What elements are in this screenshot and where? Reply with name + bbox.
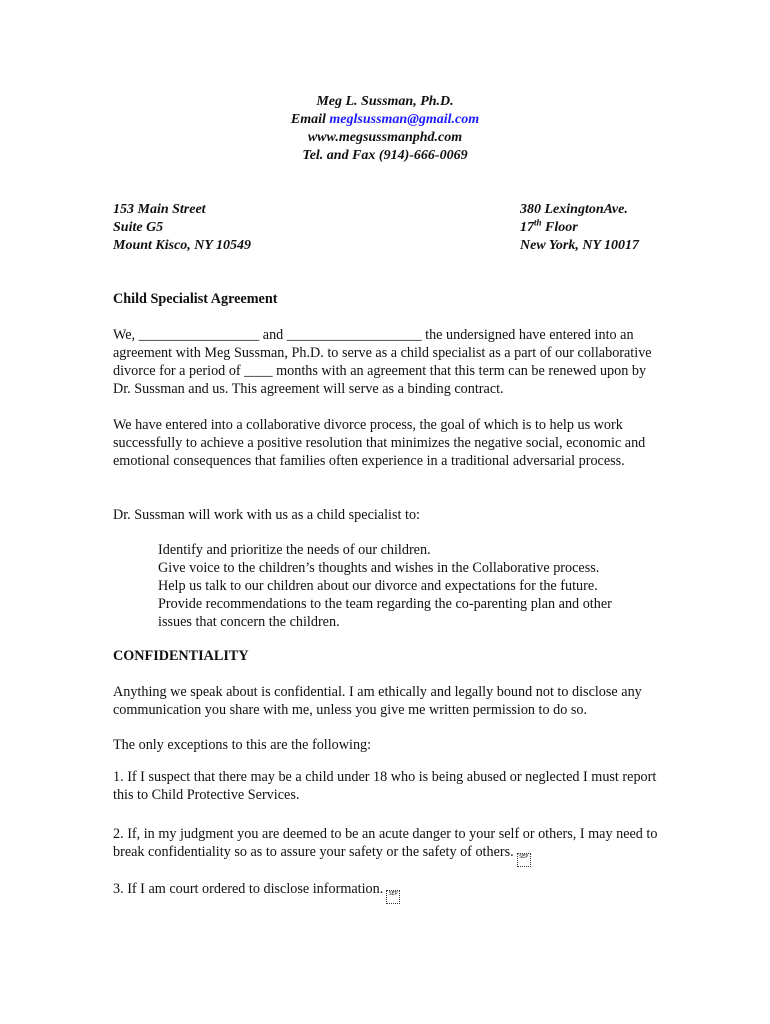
exception-text: 3. If I am court ordered to disclose information.: [113, 881, 384, 897]
separator-glyph-icon: SEP: [517, 853, 531, 867]
address-line: New York, NY 10017: [520, 238, 639, 253]
address-line-floor: [520, 219, 639, 237]
list-item: Provide recommendations to the team regarding the co-parenting plan and other: [158, 596, 612, 612]
exception-item-3: [113, 880, 658, 904]
address-mount-kisco: [113, 201, 251, 255]
paragraph-text: [113, 880, 658, 904]
paragraph-text: Anything we speak about is confidential. I am ethically and legally bound not to disclose any communication you share with me, unless you give me written permission to do so.: [113, 684, 642, 718]
confidentiality-paragraph: [113, 683, 658, 719]
list-item: Help us talk to our children about our divorce and expectations for the future.: [158, 578, 598, 594]
paragraph-text: We have entered into a collaborative divorce process, the goal of which is to help us work successfully to achieve a positive resolution that minimizes the negative social, economic and emotional consequences that families often experience in a traditional adversarial process.: [113, 417, 646, 469]
paragraph-text: [113, 825, 658, 867]
author-name: Meg L. Sussman, Ph.D.: [316, 94, 454, 109]
email-label: Email: [290, 112, 326, 127]
letterhead: [0, 93, 770, 165]
specialist-duties-list: [158, 541, 658, 631]
confidentiality-heading: CONFIDENTIALITY: [113, 648, 249, 664]
exception-text: 2. If, in my judgment you are deemed to be an acute danger to your self or others, I may need to break confidentiality so as to assure your safety or the safety of others.: [113, 826, 658, 860]
agreement-paragraph-3: Dr. Sussman will work with us as a child specialist to:: [113, 507, 420, 523]
agreement-paragraph-2: [113, 416, 658, 470]
floor-ordinal: th: [534, 217, 542, 228]
email-line: [0, 111, 770, 129]
website: www.megsussmanphd.com: [307, 130, 463, 145]
address-line: 153 Main Street: [113, 202, 206, 217]
exceptions-intro: The only exceptions to this are the following:: [113, 737, 372, 753]
address-line: 380 LexingtonAve.: [520, 202, 628, 217]
agreement-title: Child Specialist Agreement: [113, 291, 278, 307]
address-line: Mount Kisco, NY 10549: [113, 238, 251, 253]
exception-item-1: [113, 768, 658, 804]
email-link[interactable]: meglsussman@gmail.com: [329, 112, 480, 127]
list-item: issues that concern the children.: [158, 614, 340, 630]
phone-fax: Tel. and Fax (914)-666-0069: [302, 148, 468, 163]
address-new-york: [520, 201, 639, 255]
list-item: Give voice to the children’s thoughts and wishes in the Collaborative process.: [158, 560, 600, 576]
floor-word: Floor: [545, 220, 578, 235]
separator-glyph-icon: SEP: [386, 890, 400, 904]
address-line: Suite G5: [113, 220, 164, 235]
floor-number: 17: [520, 220, 534, 235]
exception-item-2: [113, 825, 658, 867]
list-item: Identify and prioritize the needs of our children.: [158, 542, 431, 558]
paragraph-text: 1. If I suspect that there may be a child under 18 who is being abused or neglected I must report this to Child Protective Services.: [113, 769, 657, 803]
agreement-paragraph-1: [113, 326, 658, 398]
paragraph-text: We, _________________ and ___________________ the undersigned have entered into an agreement with Meg Sussman, Ph.D. to serve as a child specialist as a part of our collaborative divorce for a period of ____ months with an agreement that this term can be renewed upon by Dr. Sussman and us. This agreement will serve as a binding contract.: [113, 327, 652, 397]
